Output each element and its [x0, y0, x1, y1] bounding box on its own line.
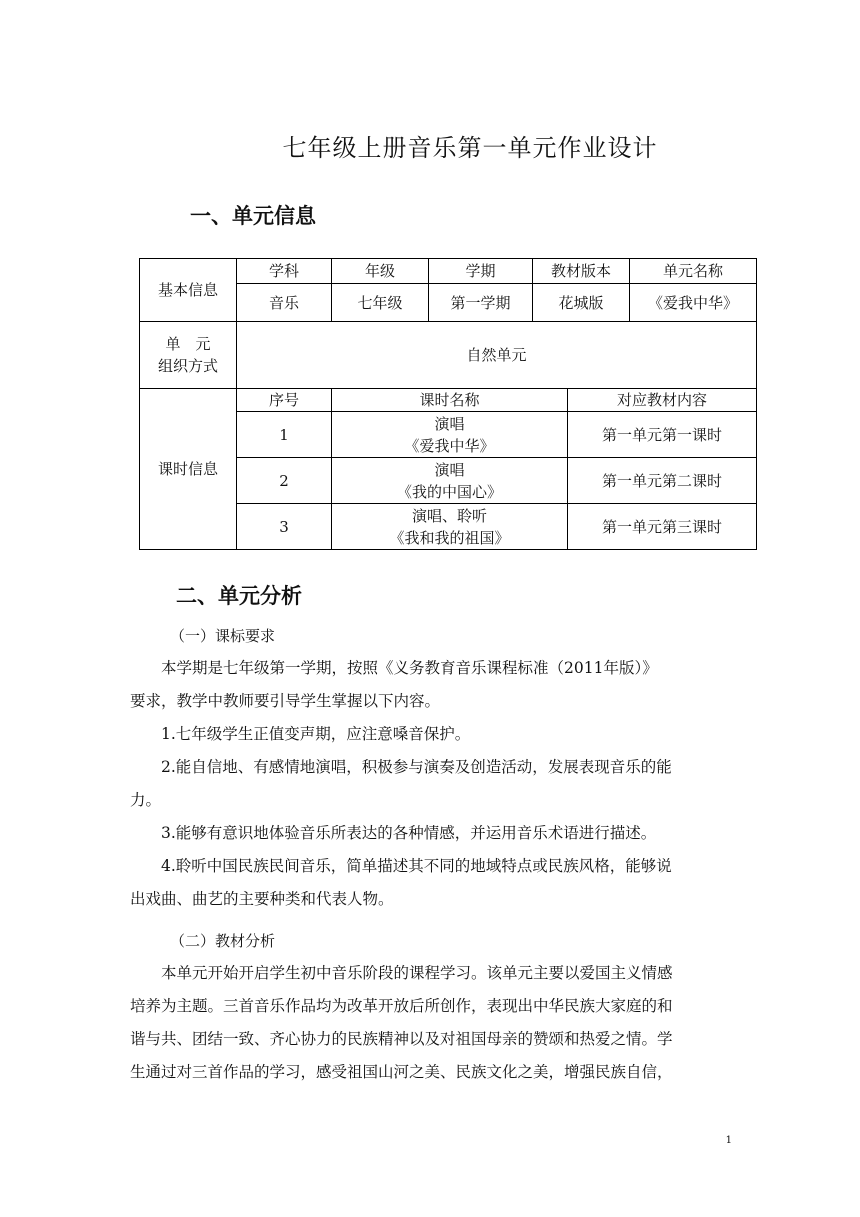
lesson-info-label: 课时信息	[140, 389, 237, 550]
header-textbook-edition: 教材版本	[533, 259, 630, 284]
lesson-name	[332, 412, 568, 458]
header-semester: 学期	[429, 259, 533, 284]
unit-info-table	[139, 258, 757, 550]
lesson-name	[332, 504, 568, 550]
curriculum-paragraph	[130, 652, 742, 916]
org-method-label	[140, 322, 237, 389]
textbook-analysis-paragraph	[130, 957, 742, 1089]
lesson-content: 第一单元第二课时	[568, 458, 757, 504]
value-unit-name: 《爱我中华》	[630, 284, 757, 322]
lesson-name	[332, 458, 568, 504]
list-item-1	[130, 718, 742, 751]
value-semester: 第一学期	[429, 284, 533, 322]
value-grade: 七年级	[332, 284, 429, 322]
list-item-text: 1.七年级学生正值变声期，应注意嗓音保护。	[161, 725, 471, 743]
section-heading-unit-info: 一、单元信息	[190, 204, 316, 228]
document-title: 七年级上册音乐第一单元作业设计	[282, 134, 658, 162]
lesson-name-line1: 演唱	[434, 460, 465, 479]
org-label-line1: 单 元	[165, 335, 211, 353]
subheading-curriculum-requirements: （一）课标要求	[170, 627, 276, 645]
header-unit-name: 单元名称	[630, 259, 757, 284]
value-subject: 音乐	[237, 284, 332, 322]
header-subject: 学科	[237, 259, 332, 284]
paragraph-line: 生通过对三首作品的学习，感受祖国山河之美、民族文化之美，增强民族自信，	[130, 1063, 673, 1081]
paragraph-line	[130, 652, 742, 685]
lesson-no: 3	[237, 504, 332, 550]
lesson-name-line2: 《爱我中华》	[404, 436, 495, 455]
lesson-no: 2	[237, 458, 332, 504]
lesson-name-line2: 《我和我的祖国》	[389, 528, 510, 547]
subheading-textbook-analysis: （二）教材分析	[170, 932, 276, 950]
list-item-3	[130, 817, 742, 850]
paragraph-line: 谐与共、团结一致、齐心协力的民族精神以及对祖国母亲的赞颂和热爱之情。学	[130, 1030, 673, 1048]
header-grade: 年级	[332, 259, 429, 284]
lesson-header-no: 序号	[237, 389, 332, 412]
lesson-name-line1: 演唱、聆听	[411, 506, 487, 525]
lesson-no: 1	[237, 412, 332, 458]
list-item-2	[130, 751, 742, 784]
basic-info-label: 基本信息	[140, 259, 237, 322]
list-item-2-cont: 力。	[130, 791, 162, 809]
paragraph-line: 培养为主题。三首音乐作品均为改革开放后所创作，表现出中华民族大家庭的和	[130, 997, 673, 1015]
value-textbook-edition: 花城版	[533, 284, 630, 322]
list-item-4-cont: 出戏曲、曲艺的主要种类和代表人物。	[130, 890, 394, 908]
list-item-text: 4.聆听中国民族民间音乐，简单描述其不同的地域特点或民族风格，能够说	[161, 857, 672, 875]
lesson-header-name: 课时名称	[332, 389, 568, 412]
paragraph-text: 本单元开始开启学生初中音乐阶段的课程学习。该单元主要以爱国主义情感	[161, 964, 673, 982]
org-label-line2: 组织方式	[157, 357, 218, 375]
lesson-name-line2: 《我的中国心》	[396, 482, 502, 501]
lesson-header-content: 对应教材内容	[568, 389, 757, 412]
list-item-4	[130, 850, 742, 883]
page-number: 1	[725, 1135, 732, 1146]
paragraph-line: 要求，教学中教师要引导学生掌握以下内容。	[130, 692, 441, 710]
paragraph-line	[130, 957, 742, 990]
org-method-value: 自然单元	[237, 322, 757, 389]
lesson-content: 第一单元第三课时	[568, 504, 757, 550]
paragraph-text: 本学期是七年级第一学期，按照《义务教育音乐课程标准（2011年版）》	[161, 659, 658, 677]
lesson-content: 第一单元第一课时	[568, 412, 757, 458]
lesson-name-line1: 演唱	[434, 414, 465, 433]
section-heading-unit-analysis: 二、单元分析	[176, 584, 302, 608]
list-item-text: 3.能够有意识地体验音乐所表达的各种情感，并运用音乐术语进行描述。	[161, 824, 657, 842]
list-item-text: 2.能自信地、有感情地演唱，积极参与演奏及创造活动，发展表现音乐的能	[161, 758, 672, 776]
